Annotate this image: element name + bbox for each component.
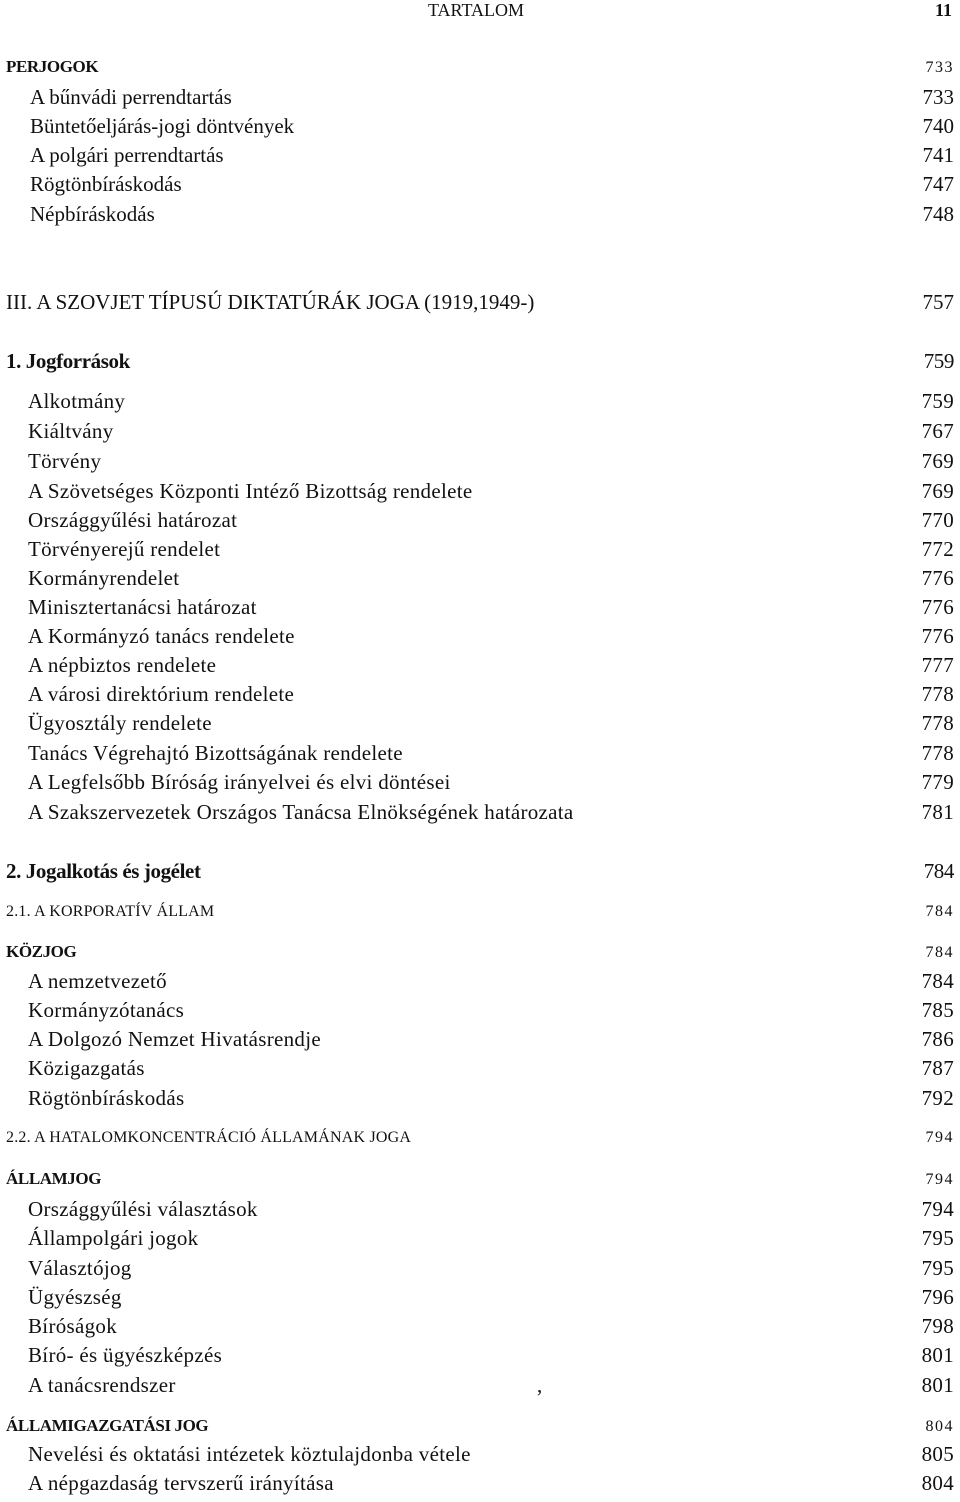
- toc-entry[interactable]: [0, 969, 960, 994]
- toc-page: 798: [921, 1314, 954, 1338]
- toc-label: A bűnvádi perrendtartás: [30, 85, 232, 109]
- toc-entry[interactable]: [0, 449, 960, 474]
- toc-label: A városi direktórium rendelete: [28, 682, 295, 706]
- toc-entry[interactable]: [0, 741, 960, 766]
- toc-label: Törvényerejű rendelet: [28, 537, 221, 561]
- toc-page: 778: [921, 741, 954, 765]
- toc-label: Bíróságok: [28, 1314, 118, 1338]
- toc-category-kozjog[interactable]: [0, 942, 960, 962]
- toc-label: 2.1. A KORPORATÍV ÁLLAM: [6, 903, 215, 920]
- toc-label: A népgazdaság tervszerű irányítása: [28, 1471, 334, 1495]
- toc-page: 804: [921, 1471, 954, 1495]
- toc-label: Bíró- és ügyészképzés: [28, 1343, 223, 1367]
- toc-entry[interactable]: [0, 1343, 960, 1368]
- toc-label: A Kormányzó tanács rendelete: [28, 624, 295, 648]
- toc-page: 784: [925, 903, 954, 920]
- toc-label: A Szövetséges Központi Intéző Bizottság rendelete: [28, 479, 473, 503]
- toc-label: Törvény: [28, 449, 102, 473]
- header-title: TARTALOM: [428, 0, 525, 20]
- toc-label: Közigazgatás: [28, 1056, 145, 1080]
- toc-entry[interactable]: [0, 1056, 960, 1081]
- toc-label: Rögtönbíráskodás: [30, 172, 182, 196]
- header-page-number: 11: [934, 0, 952, 20]
- toc-label: A nemzetvezető: [28, 969, 167, 993]
- toc-label: Országgyűlési határozat: [28, 508, 238, 532]
- toc-part-heading[interactable]: [0, 290, 960, 315]
- toc-entry[interactable]: [0, 653, 960, 678]
- toc-entry[interactable]: [0, 143, 960, 168]
- toc-page: 786: [921, 1027, 954, 1051]
- toc-page: 805: [921, 1442, 954, 1466]
- toc-page: 778: [921, 682, 954, 706]
- toc-entry[interactable]: [0, 1373, 960, 1398]
- toc-entry[interactable]: [0, 711, 960, 736]
- toc-page: 795: [921, 1256, 954, 1280]
- toc-page: 792: [921, 1086, 954, 1110]
- toc-entry[interactable]: [0, 389, 960, 414]
- toc-page: 785: [921, 998, 954, 1022]
- toc-label: ÁLLAMJOG: [6, 1169, 102, 1188]
- toc-category-perjogok[interactable]: [0, 57, 960, 77]
- toc-label: A népbiztos rendelete: [28, 653, 217, 677]
- toc-label: Alkotmány: [28, 389, 126, 413]
- toc-page: 733: [925, 59, 954, 76]
- toc-entry[interactable]: [0, 770, 960, 795]
- toc-subsection-heading[interactable]: [0, 903, 960, 921]
- toc-entry[interactable]: [0, 1471, 960, 1496]
- toc-label: A polgári perrendtartás: [30, 143, 224, 167]
- toc-entry[interactable]: [0, 1226, 960, 1251]
- toc-label: Nevelési és oktatási intézetek köztulajdonba vétele: [28, 1442, 471, 1466]
- toc-label: Minisztertanácsi határozat: [28, 595, 257, 619]
- toc-page: 779: [921, 770, 954, 794]
- toc-label: Tanács Végrehajtó Bizottságának rendelete: [28, 741, 403, 765]
- toc-label: 2. Jogalkotás és jogélet: [6, 859, 201, 883]
- toc-label: PERJOGOK: [6, 57, 99, 76]
- toc-page: 741: [922, 143, 954, 167]
- toc-label: KÖZJOG: [6, 942, 77, 961]
- toc-entry[interactable]: [0, 1027, 960, 1052]
- toc-label: A Dolgozó Nemzet Hivatásrendje: [28, 1027, 321, 1051]
- toc-entry[interactable]: [0, 419, 960, 444]
- toc-page: 769: [921, 479, 954, 503]
- toc-page: 759: [921, 389, 954, 413]
- toc-page: 801: [921, 1343, 954, 1367]
- toc-entry[interactable]: [0, 998, 960, 1023]
- toc-page: 769: [921, 449, 954, 473]
- toc-subsection-heading[interactable]: [0, 1129, 960, 1147]
- toc-entry[interactable]: [0, 800, 960, 825]
- toc-page: 796: [921, 1285, 954, 1309]
- toc-page: 776: [921, 566, 954, 590]
- toc-entry[interactable]: [0, 1197, 960, 1222]
- toc-label: Választójog: [28, 1256, 132, 1280]
- toc-page: 776: [921, 624, 954, 648]
- toc-label: Állampolgári jogok: [28, 1226, 199, 1250]
- toc-page: 776: [921, 595, 954, 619]
- toc-entry[interactable]: [0, 1285, 960, 1310]
- toc-label: Rögtönbíráskodás: [28, 1086, 185, 1110]
- toc-label: Kiáltvány: [28, 419, 114, 443]
- toc-page: 747: [922, 172, 954, 196]
- toc-page: 784: [925, 944, 954, 961]
- toc-label: Országgyűlési választások: [28, 1197, 258, 1221]
- toc-label: ÁLLAMIGAZGATÁSI JOG: [6, 1416, 209, 1435]
- toc-entry[interactable]: [0, 566, 960, 591]
- running-header: [0, 0, 960, 22]
- toc-entry[interactable]: [0, 202, 960, 227]
- toc-entry[interactable]: [0, 1086, 960, 1111]
- toc-page: 804: [925, 1418, 954, 1435]
- stray-comma-mark: ,: [537, 1373, 543, 1397]
- toc-page: 784: [923, 859, 954, 883]
- toc-entry[interactable]: [0, 172, 960, 197]
- toc-entry[interactable]: [0, 682, 960, 707]
- toc-label: Kormányzótanács: [28, 998, 185, 1022]
- toc-chapter-heading[interactable]: [0, 349, 960, 374]
- toc-page: 794: [925, 1129, 954, 1146]
- toc-label: 1. Jogforrások: [6, 349, 130, 373]
- toc-page: 784: [921, 969, 954, 993]
- toc-page: 772: [921, 537, 954, 561]
- toc-category-allamjog[interactable]: [0, 1169, 960, 1189]
- toc-entry[interactable]: [0, 114, 960, 139]
- toc-label: Kormányrendelet: [28, 566, 180, 590]
- toc-label: Büntetőeljárás-jogi döntvények: [30, 114, 295, 138]
- toc-entry[interactable]: [0, 624, 960, 649]
- toc-page: 778: [921, 711, 954, 735]
- toc-page: 781: [921, 800, 954, 824]
- toc-page: 795: [921, 1226, 954, 1250]
- toc-page: 767: [921, 419, 954, 443]
- toc-page: 801: [921, 1373, 954, 1397]
- toc-label: A tanácsrendszer: [28, 1373, 176, 1397]
- toc-page: 748: [922, 202, 954, 226]
- toc-page: 770: [921, 508, 954, 532]
- toc-page: 733: [922, 85, 954, 109]
- toc-label: 2.2. A HATALOMKONCENTRÁCIÓ ÁLLAMÁNAK JOGA: [6, 1129, 412, 1146]
- toc-entry[interactable]: [0, 1442, 960, 1467]
- toc-page: 794: [921, 1197, 954, 1221]
- toc-label: A Szakszervezetek Országos Tanácsa Elnökségének határozata: [28, 800, 574, 824]
- toc-page: 759: [923, 349, 954, 373]
- toc-chapter-heading[interactable]: [0, 859, 960, 884]
- toc-label: A Legfelsőbb Bíróság irányelvei és elvi döntései: [28, 770, 451, 794]
- toc-page: 794: [925, 1171, 954, 1188]
- toc-page: 757: [922, 290, 954, 314]
- toc-page: 740: [922, 114, 954, 138]
- toc-entry[interactable]: [0, 508, 960, 533]
- toc-category-allamigazgatasi-jog[interactable]: [0, 1416, 960, 1436]
- toc-entry[interactable]: [0, 537, 960, 562]
- toc-entry[interactable]: [0, 479, 960, 504]
- toc-label: Népbíráskodás: [30, 202, 155, 226]
- toc-entry[interactable]: [0, 1314, 960, 1339]
- toc-label: Ügyészség: [28, 1285, 122, 1309]
- toc-label: Ügyosztály rendelete: [28, 711, 212, 735]
- toc-page: 787: [921, 1056, 954, 1080]
- toc-entry[interactable]: [0, 1256, 960, 1281]
- toc-page: 777: [921, 653, 954, 677]
- toc-entry[interactable]: [0, 85, 960, 110]
- toc-entry[interactable]: [0, 595, 960, 620]
- toc-label: III. A SZOVJET TÍPUSÚ DIKTATÚRÁK JOGA (1919,1949-): [6, 290, 535, 314]
